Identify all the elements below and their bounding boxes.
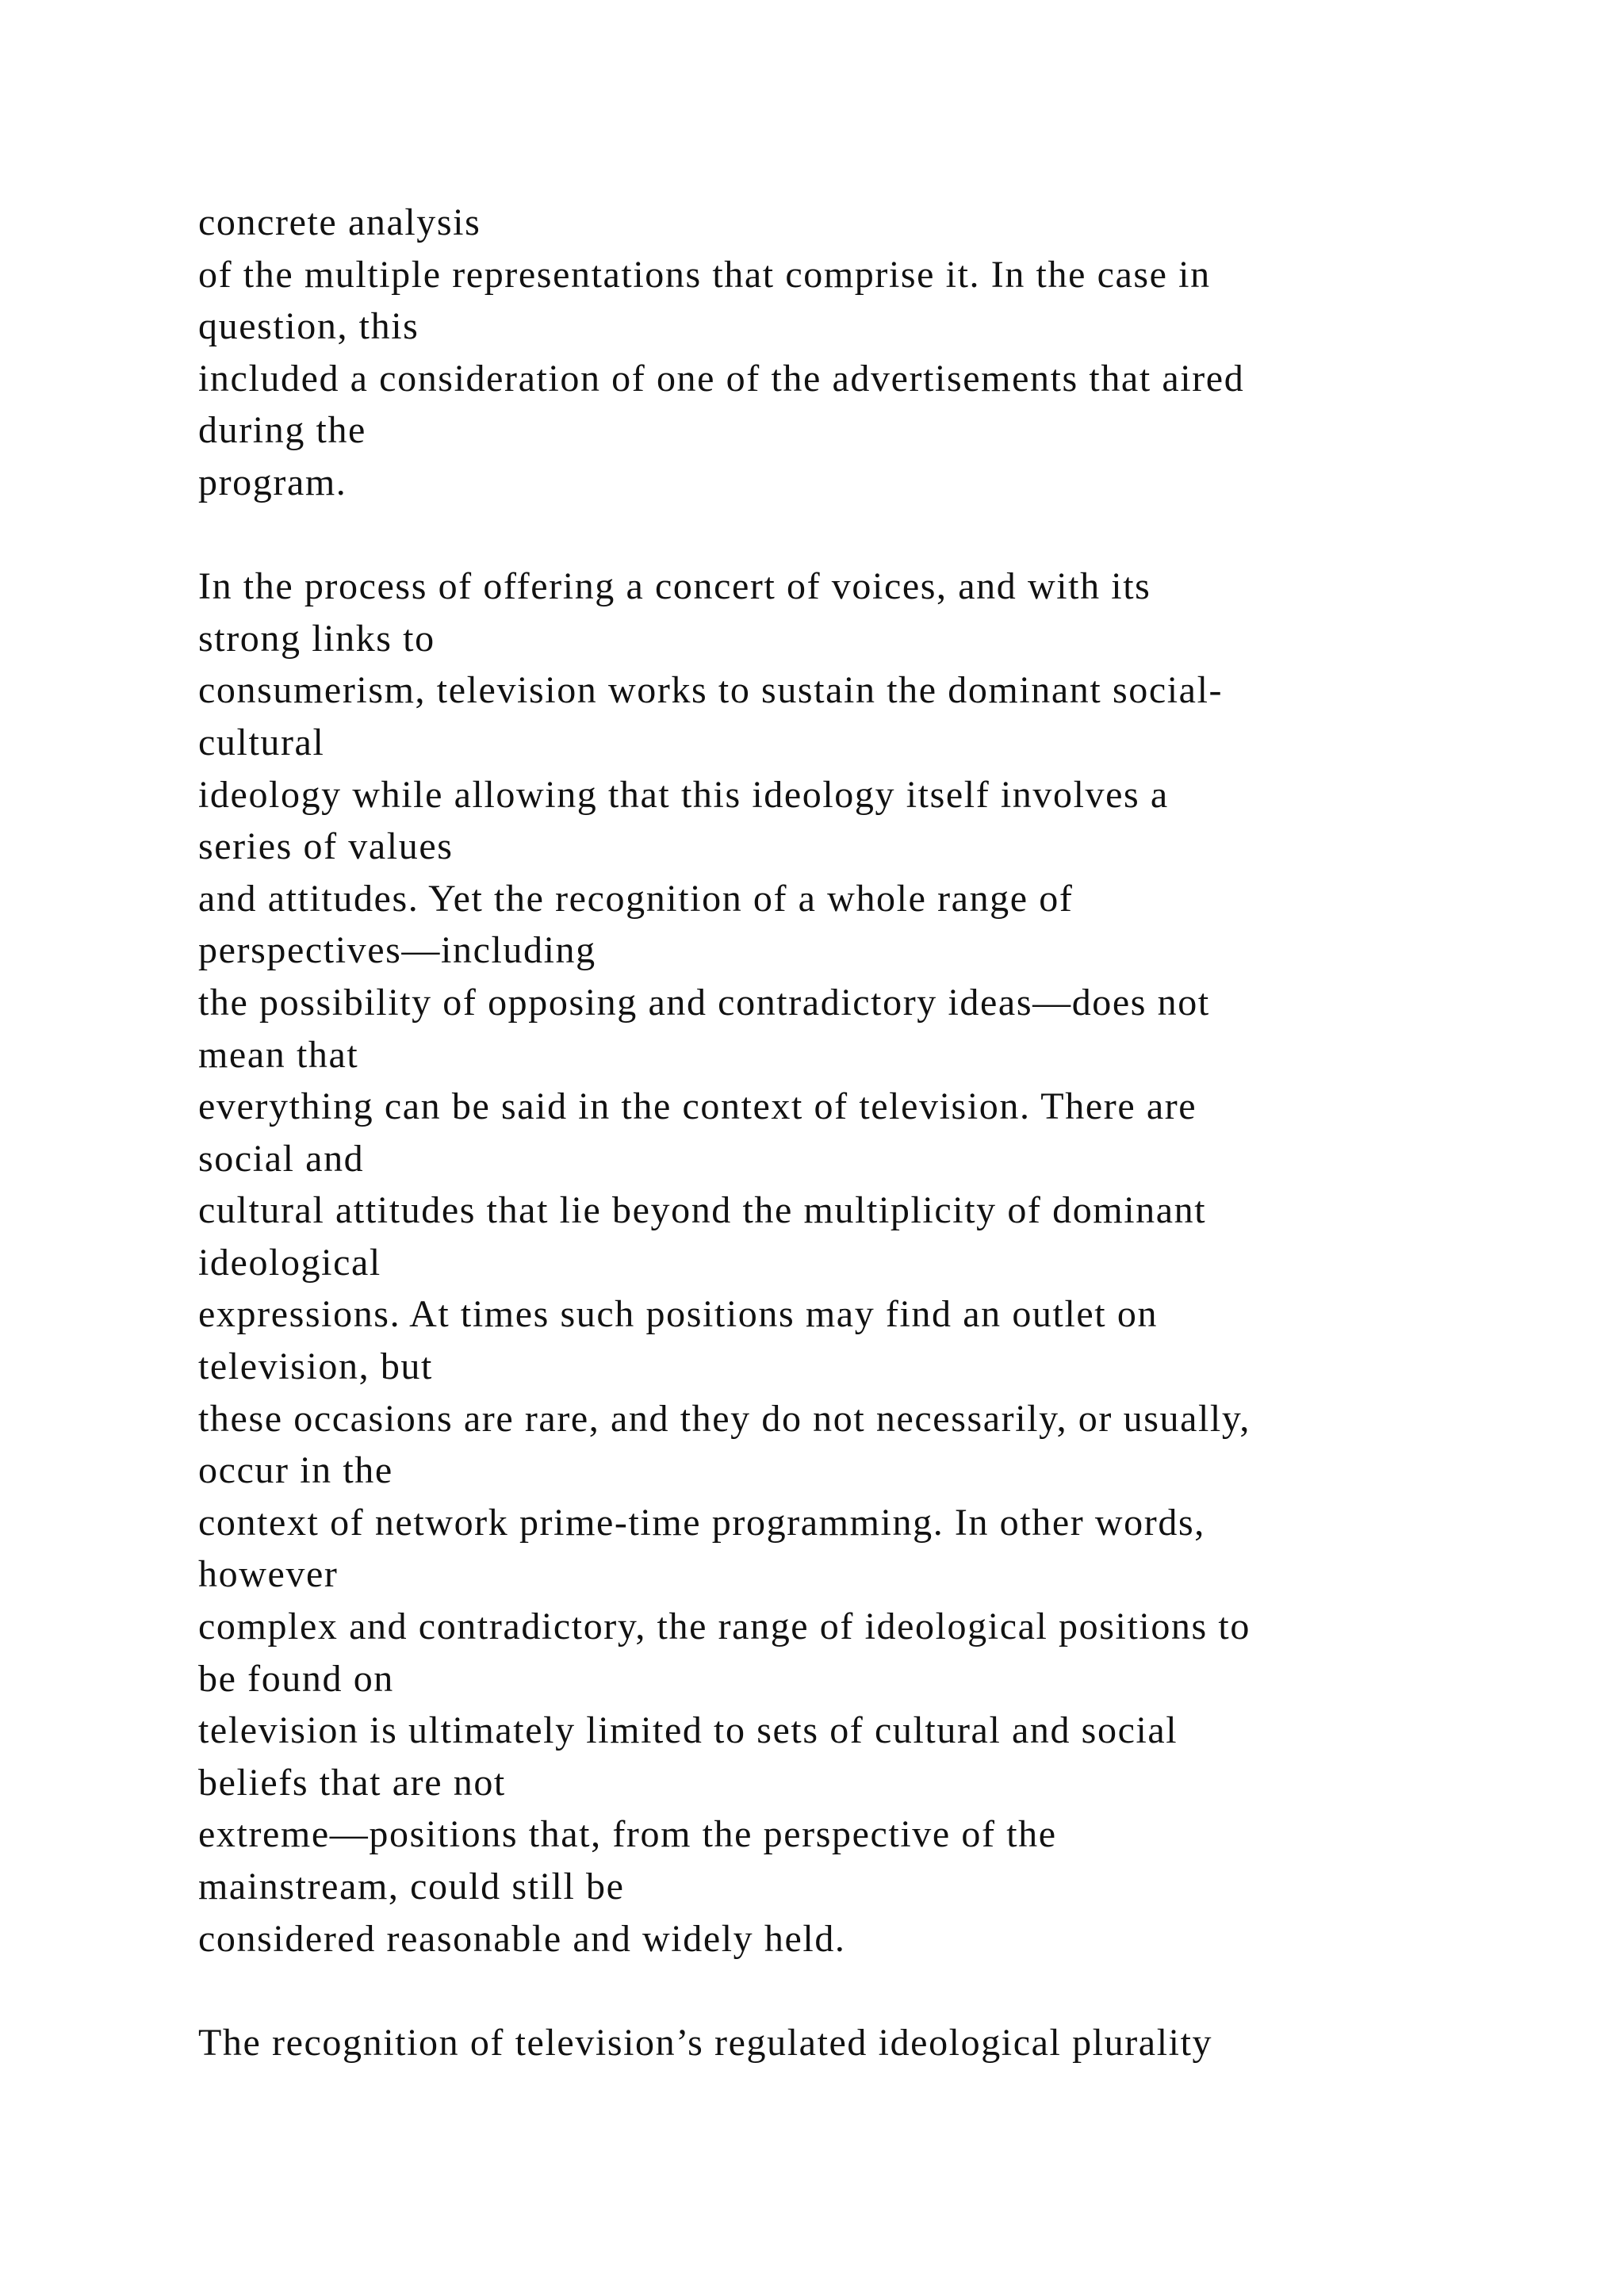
document-page	[198, 197, 1546, 2068]
text-line: of the multiple representations that comprise it. In the case in	[198, 253, 1211, 296]
text-line: these occasions are rare, and they do not necessarily, or usually,	[198, 1397, 1251, 1440]
text-line: everything can be said in the context of television. There are	[198, 1085, 1197, 1128]
text-line: In the process of offering a concert of voices, and with its	[198, 565, 1151, 608]
text-line: expressions. At times such positions may find an outlet on	[198, 1293, 1159, 1336]
text-line: consumerism, television works to sustain the dominant social-	[198, 669, 1224, 712]
text-line: cultural attitudes that lie beyond the multiplicity of dominant	[198, 1189, 1207, 1232]
text-line: mainstream, could still be	[198, 1866, 625, 1908]
paragraph-spacer	[198, 509, 1546, 561]
text-line: ideology while allowing that this ideology itself involves a	[198, 773, 1169, 816]
text-line: considered reasonable and widely held.	[198, 1917, 846, 1960]
text-line: complex and contradictory, the range of ideological positions to	[198, 1605, 1251, 1648]
text-line: series of values	[198, 825, 454, 868]
text-line: during the	[198, 409, 366, 452]
text-line: beliefs that are not	[198, 1761, 506, 1804]
text-line: occur in the	[198, 1449, 393, 1492]
text-line: and attitudes. Yet the recognition of a whole range of	[198, 877, 1074, 920]
text-line: television is ultimately limited to sets of cultural and social	[198, 1709, 1178, 1752]
text-line: social and	[198, 1137, 365, 1180]
text-line: cultural	[198, 721, 325, 763]
text-line: context of network prime-time programming. In other words,	[198, 1501, 1205, 1544]
text-line: mean that	[198, 1033, 359, 1076]
paragraph-3	[198, 2017, 1546, 2069]
text-line: however	[198, 1553, 339, 1596]
text-line: perspectives—including	[198, 929, 596, 972]
text-line: ideological	[198, 1241, 381, 1284]
text-line: question, this	[198, 305, 419, 348]
paragraph-1	[198, 197, 1546, 509]
paragraph-spacer	[198, 1965, 1546, 2017]
text-line: extreme—positions that, from the perspective of the	[198, 1813, 1057, 1856]
text-line: strong links to	[198, 617, 435, 660]
text-line: concrete analysis	[198, 201, 481, 243]
text-line: the possibility of opposing and contradictory ideas—does not	[198, 981, 1210, 1024]
text-line: The recognition of television’s regulated ideological plurality	[198, 2021, 1213, 2064]
text-line: be found on	[198, 1657, 394, 1700]
text-line: included a consideration of one of the advertisements that aired	[198, 357, 1245, 400]
text-line: program.	[198, 461, 347, 503]
paragraph-2	[198, 561, 1546, 1965]
text-line: television, but	[198, 1345, 433, 1388]
